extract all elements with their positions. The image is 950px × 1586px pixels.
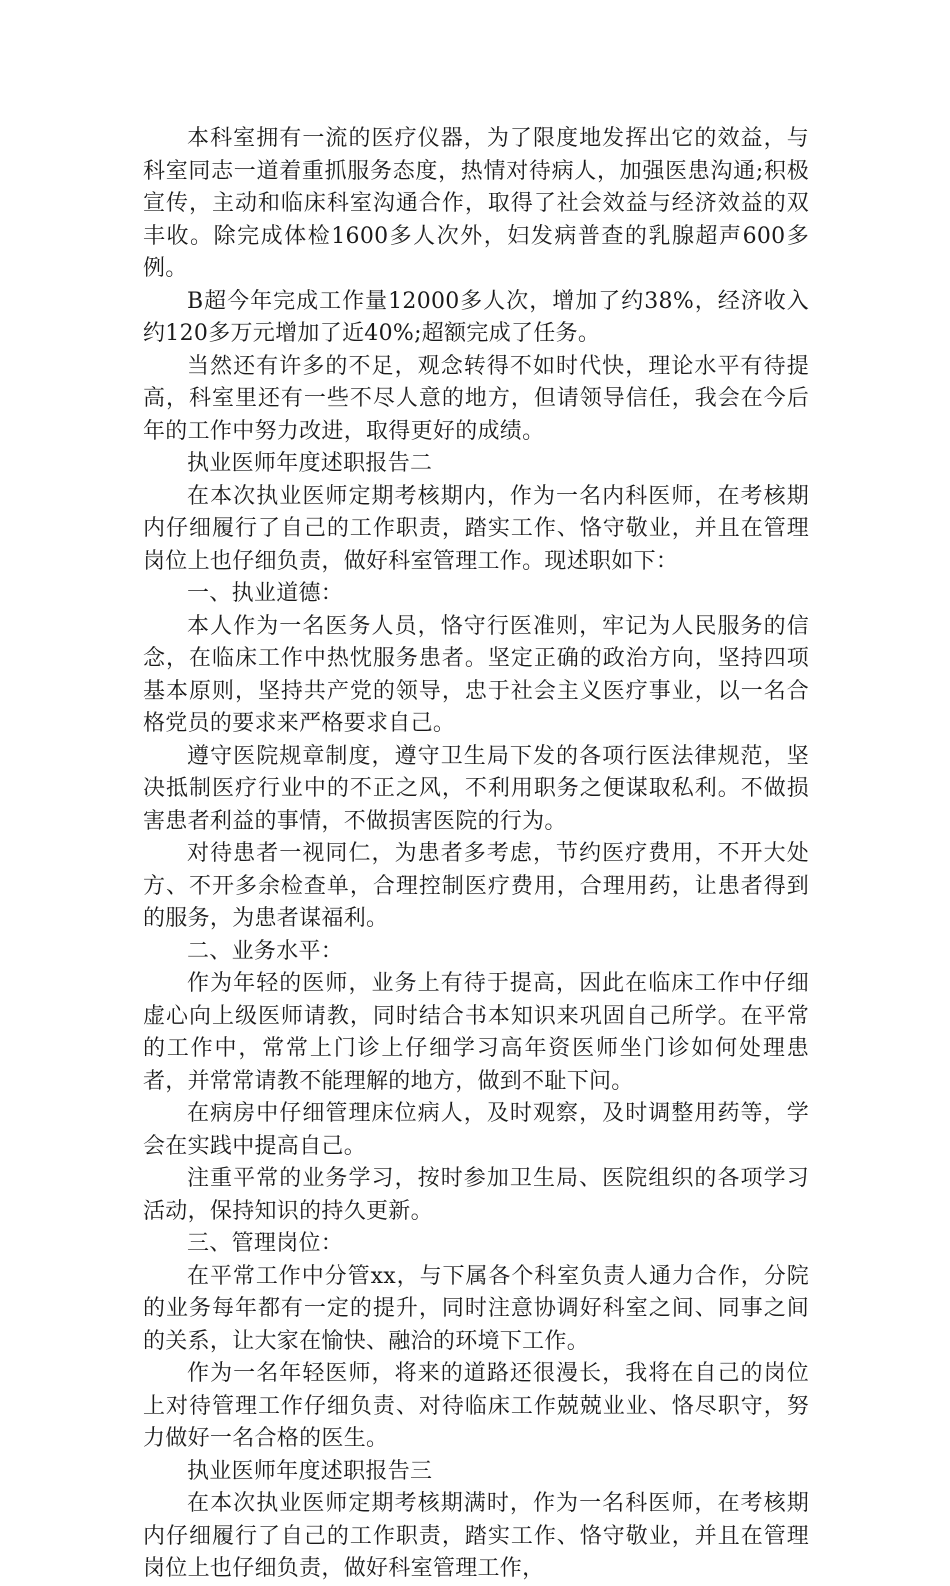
document-body (143, 123, 809, 1586)
paragraph: 本人作为一名医务人员，恪守行医准则，牢记为人民服务的信念，在临床工作中热忱服务患者。坚定正确的政治方向，坚持四项基本原则，坚持共产党的领导，忠于社会主义医疗事业，以一名合格党员的要求来严格要求自己。 (143, 613, 809, 736)
paragraph: B超今年完成工作量12000多人次，增加了约38%，经济收入约120多万元增加了近40%;超额完成了任务。 (143, 288, 809, 346)
paragraph: 作为年轻的医师，业务上有待于提高，因此在临床工作中仔细虚心向上级医师请教，同时结合书本知识来巩固自己所学。在平常的工作中，常常上门诊上仔细学习高年资医师坐门诊如何处理患者，并常常请教不能理解的地方，做到不耻下问。 (143, 971, 809, 1094)
paragraph: 在本次执业医师定期考核期内，作为一名内科医师，在考核期内仔细履行了自己的工作职责，踏实工作、恪守敬业，并且在管理岗位上也仔细负责，做好科室管理工作。现述职如下： (143, 483, 809, 574)
paragraph: 遵守医院规章制度，遵守卫生局下发的各项行医法律规范，坚决抵制医疗行业中的不正之风，不利用职务之便谋取私利。不做损害患者利益的事情，不做损害医院的行为。 (143, 743, 809, 834)
paragraph: 当然还有许多的不足，观念转得不如时代快，理论水平有待提高，科室里还有一些不尽人意的地方，但请领导信任，我会在今后年的工作中努力改进，取得更好的成绩。 (143, 353, 809, 444)
section-heading-management: 三、管理岗位： (187, 1231, 344, 1256)
section-heading-ethics: 一、执业道德： (187, 581, 344, 606)
section-heading-skills: 二、业务水平： (187, 938, 344, 964)
paragraph: 本科室拥有一流的医疗仪器，为了限度地发挥出它的效益，与科室同志一道着重抓服务态度，热情对待病人，加强医患沟通;积极宣传，主动和临床科室沟通合作，取得了社会效益与经济效益的双丰收。除完成体检1600多人次外，妇发病普查的乳腺超声600多例。 (143, 126, 809, 281)
paragraph: 在本次执业医师定期考核期满时，作为一名科医师，在考核期内仔细履行了自己的工作职责，踏实工作、恪守敬业，并且在管理岗位上也仔细负责，做好科室管理工作， (143, 1491, 809, 1581)
paragraph: 对待患者一视同仁，为患者多考虑，节约医疗费用，不开大处方、不开多余检查单，合理控制医疗费用，合理用药，让患者得到的服务，为患者谋福利。 (143, 841, 809, 931)
paragraph: 在平常工作中分管xx，与下属各个科室负责人通力合作，分院的业务每年都有一定的提升，同时注意协调好科室之间、同事之间的关系，让大家在愉快、融洽的环境下工作。 (143, 1263, 809, 1354)
paragraph: 作为一名年轻医师，将来的道路还很漫长，我将在自己的岗位上对待管理工作仔细负责、对待临床工作兢兢业业、恪尽职守，努力做好一名合格的医生。 (143, 1361, 809, 1451)
section-title-report-three: 执业医师年度述职报告三 (187, 1458, 433, 1484)
section-title-report-two: 执业医师年度述职报告二 (187, 451, 433, 476)
paragraph: 在病房中仔细管理床位病人，及时观察，及时调整用药等，学会在实践中提高自己。 (143, 1101, 809, 1159)
paragraph: 注重平常的业务学习，按时参加卫生局、医院组织的各项学习活动，保持知识的持久更新。 (143, 1166, 809, 1224)
